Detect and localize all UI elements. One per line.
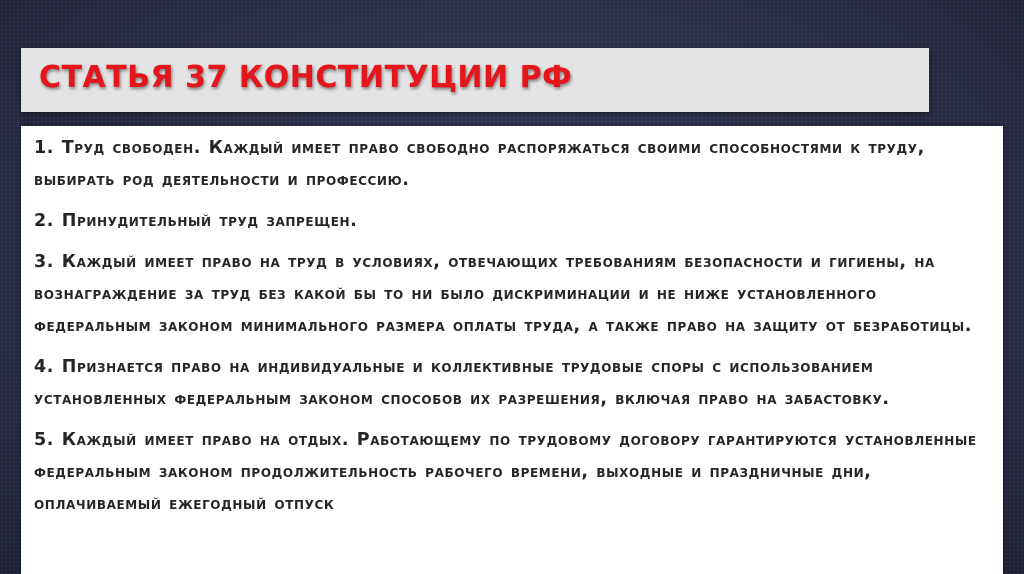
slide-title: СТАТЬЯ 37 КОНСТИТУЦИИ РФ	[39, 60, 573, 95]
paragraph-1: 1. Труд свободен. Каждый имеет право свободно распоряжаться своими способностями к труду, выбирать род деятельности и профессию.	[34, 138, 925, 190]
title-bar	[21, 48, 929, 112]
paragraph-5: 5. Каждый имеет право на отдых. Работающему по трудовому договору гарантируются установленные федеральным законом продолжительность рабочего времени, выходные и праздничные дни, оплачиваемый ежегодный отпуск	[34, 430, 977, 514]
paragraph-4: 4. Признается право на индивидуальные и коллективные трудовые споры с использованием установленных федеральным законом способов их разрешения, включая право на забастовку.	[34, 357, 890, 409]
paragraph-2: 2. Принудительный труд запрещен.	[34, 211, 358, 231]
article-text	[21, 126, 1003, 520]
content-box	[21, 126, 1003, 574]
paragraph-3: 3. Каждый имеет право на труд в условиях, отвечающих требованиям безопасности и гигиены, на вознаграждение за труд без какой бы то ни было дискриминации и не ниже установленного федеральным законом минимального размера оплаты труда, а также право на защиту от безработицы.	[34, 252, 973, 336]
